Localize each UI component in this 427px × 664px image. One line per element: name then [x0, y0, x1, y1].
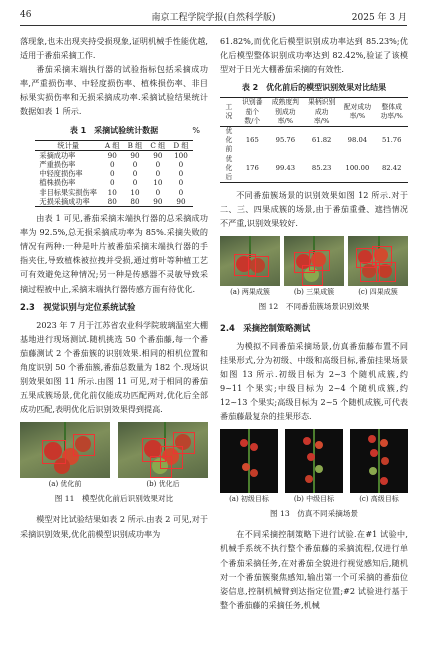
table-cell: 80 — [124, 197, 147, 207]
table-cell: 0 — [109, 178, 115, 188]
tomato-photo — [220, 236, 280, 286]
subcaption: (b) 三果成簇 — [293, 288, 335, 297]
figure-13 — [220, 429, 408, 504]
fig11-panel-a — [20, 422, 110, 489]
tomato-photo — [118, 422, 208, 478]
fig12-panel-a — [220, 236, 280, 297]
page-number: 46 — [20, 10, 32, 20]
table2 — [220, 97, 408, 183]
tomato-photo — [348, 236, 408, 286]
fig13-panel-c — [350, 429, 408, 504]
table-cell: 0 — [132, 160, 138, 170]
tomato-vine-photo — [285, 429, 343, 493]
table-row — [35, 188, 192, 197]
table2-caption: 表 2 优化前后的模型识别效果对比结果 — [241, 83, 387, 93]
table-header-cell: C 组 — [146, 140, 169, 150]
table-cell: 100.00 — [339, 155, 375, 183]
fig11-panel-b — [118, 422, 208, 489]
table-cell: 0 — [178, 169, 184, 179]
header-rule — [20, 25, 407, 26]
fig13-panel-a — [220, 429, 278, 504]
table-cell: 采摘成功率 — [39, 150, 76, 160]
table-header-cell: A 组 — [101, 140, 124, 150]
subcaption: (b) 中级目标 — [293, 495, 335, 504]
table-cell: 0 — [109, 169, 115, 179]
table-cell: 176 — [238, 155, 267, 183]
table-cell: 99.43 — [267, 155, 304, 183]
table-cell: 0 — [132, 169, 138, 179]
table1-unit: % — [192, 125, 200, 135]
table-cell: 优化前 — [225, 126, 233, 154]
subcaption: (a) 初级目标 — [229, 495, 269, 504]
table-header-cell: 统计量 — [35, 140, 101, 150]
issue-date: 2025 年 3 月 — [351, 13, 407, 23]
section-heading: 2.4 采摘控制策略测试 — [220, 322, 311, 333]
figure-caption: 图 11 模型优化前后识别效果对比 — [54, 494, 174, 504]
table-cell: 植株损伤率 — [39, 178, 76, 188]
table-header-cell: D 组 — [169, 140, 192, 150]
table-header-cell: 果柄识别成功率/% — [304, 98, 340, 127]
paragraph: 61.82%,而优化后模型识别成功率达到 85.23%;优化后模型整体识别成功率达到 82.42%,验证了该模型对于日光大棚番茄采摘的有效性. — [220, 36, 408, 75]
table-cell: 0 — [178, 160, 184, 170]
table-cell: 100 — [174, 150, 188, 160]
table-cell: 0 — [155, 160, 161, 170]
table1-title: 表 1 采摘试验统计数据 — [69, 125, 159, 135]
running-header — [20, 10, 407, 24]
table-cell: 0 — [132, 178, 138, 188]
table-cell: 无损采摘成功率 — [35, 197, 101, 207]
paragraph: 落现象,也未出现夹持受损现象,证明机械手性能优越,适用于番茄采摘工作. — [20, 36, 208, 61]
paragraph: 2023 年 7 月于江苏省农业科学院玻璃温室大棚基地进行现场测试.随机挑选 50 个番茄藤,每一个番茄藤测试 2 个番茄簇的识别效果.相同的相机位置和角度识别 50 个番茄簇,番茄总数量为 182 个.现场识别效果如图 11 所示.由图 11 可见,对于相同的番茄五果成簇场景,优化前仅能成功匹配两对,优化后全部成功匹配,表明优化后识别效果得到提高. — [20, 319, 208, 415]
table-header-cell: 整体成功率/% — [375, 98, 408, 127]
table-cell: 10 — [130, 187, 140, 197]
table-cell: 0 — [178, 187, 184, 197]
table-cell: 0 — [109, 160, 115, 170]
table-header-cell: 工况 — [220, 98, 238, 127]
table-row — [35, 197, 192, 207]
tomato-vine-photo — [350, 429, 408, 493]
table-cell: 61.82 — [311, 136, 332, 145]
table-header-cell: B 组 — [124, 140, 147, 150]
paragraph: 为模拟不同番茄采摘场景,仿真番茄藤布置不同挂果形式,分为初级、中级和高级目标,番茄挂果场景如图 13 所示.初级目标为 2~3 个随机成簇,约 9~11 个果实;中级目标为 2~4 个随机成簇,约 12~13 个果实;高级目标为 2~5 个随机成簇,可代表番茄藤最复杂的挂果形态. — [220, 340, 408, 422]
table-cell: 95.76 — [275, 136, 296, 145]
fig13-panel-b — [285, 429, 343, 504]
subcaption: (c) 四果成簇 — [358, 288, 398, 297]
table1 — [35, 140, 192, 207]
table-header-cell: 识别番茄个数/个 — [238, 98, 267, 127]
table-cell: 98.04 — [347, 136, 368, 145]
table-header-cell: 成熟度判别成功率/% — [267, 98, 304, 127]
table-row — [35, 150, 192, 160]
table1-caption — [20, 124, 208, 138]
subcaption: (c) 高级目标 — [359, 495, 399, 504]
paragraph: 番茄采摘末端执行器的试验指标包括采摘成功率,严重损伤率、中轻度损伤率、植株损伤率、非目标果实损伤率和无损采摘成功率.采摘试验结果统计数据如表 1 所示. — [20, 64, 208, 117]
right-column — [220, 34, 408, 612]
table-cell: 90 — [169, 197, 192, 207]
table-cell: 82.42 — [375, 155, 408, 183]
tomato-photo — [20, 422, 110, 478]
table-cell: 0 — [155, 169, 161, 179]
table-cell: 80 — [101, 197, 124, 207]
table-cell: 90 — [146, 197, 169, 207]
section-heading: 2.3 视觉识别与定位系统试验 — [20, 301, 136, 312]
paragraph: 模型对比试验结果如表 2 所示.由表 2 可见,对于采摘识别效果,优化前模型识别成功率为 — [20, 514, 208, 539]
table-cell: 10 — [107, 187, 117, 197]
table-cell: 中轻度损伤率 — [39, 169, 83, 179]
table-row — [35, 178, 192, 187]
figure-caption: 图 12 不同番茄簇场景识别效果 — [258, 302, 370, 312]
table-header-cell: 配对成功率/% — [339, 98, 375, 127]
paragraph: 由表 1 可见,番茄采摘末端执行器的总采摘成功率为 92.5%,总无损采摘成功率为 85%.采摘失败的情况有两种:一种是叶片被番茄采摘末端执行器的手指夹住,导致植株被拉拽并受损,通过剪叶等种植工艺可有效避免这种情况;另一种是传感器不灵敏导致采摘过程被中止,采摘末端执行器传感方面有待优化. — [20, 213, 208, 294]
subcaption: (a) 两果成簇 — [230, 288, 270, 297]
table-cell: 0 — [178, 178, 184, 188]
table-cell: 90 — [130, 150, 140, 160]
table-cell: 85.23 — [304, 155, 340, 183]
figure-caption: 图 13 仿真不同采摘场景 — [269, 509, 358, 519]
journal-title: 南京工程学院学报(自然科学版) — [151, 13, 276, 23]
paragraph: 不同番茄簇场景的识别效果如图 12 所示.对于二、三、四果成簇的场景,由于番茄重叠、遮挡情况不严重,识别效果较好. — [220, 190, 408, 229]
paragraph: 在不同采摘控制策略下进行试验.在#1 试验中,机械手系统不执行整个番茄藤的采摘流程,仅进行单个番茄采摘任务,在对番茄全貌进行视觉感知后,随机对一个番茄簇聚焦感知,输出第一个可采摘的番茄位姿信息,控制机械臂到达指定位置;#2 试验进行基于整个番茄藤的采摘任务,机械 — [220, 529, 408, 610]
fig12-panel-c — [348, 236, 408, 297]
tomato-vine-photo — [220, 429, 278, 493]
subcaption: (a) 优化前 — [48, 480, 82, 489]
table-row — [35, 169, 192, 178]
left-column — [20, 34, 208, 541]
tomato-photo — [284, 236, 344, 286]
table-cell: 90 — [107, 150, 117, 160]
table-row — [220, 126, 408, 154]
fig12-panel-b — [284, 236, 344, 297]
table-cell: 0 — [155, 187, 161, 197]
table-cell: 严重损伤率 — [39, 160, 76, 170]
figure-12 — [220, 236, 408, 297]
table-cell: 优化后 — [220, 155, 238, 183]
subcaption: (b) 优化后 — [146, 480, 180, 489]
table-row — [220, 155, 408, 183]
table-cell: 非目标果实损伤率 — [39, 187, 97, 197]
table-row — [35, 160, 192, 169]
figure-11 — [20, 422, 208, 489]
table-cell: 10 — [153, 178, 163, 188]
table-cell: 90 — [153, 150, 163, 160]
table-cell: 165 — [245, 136, 259, 145]
table-cell: 51.76 — [381, 136, 402, 145]
